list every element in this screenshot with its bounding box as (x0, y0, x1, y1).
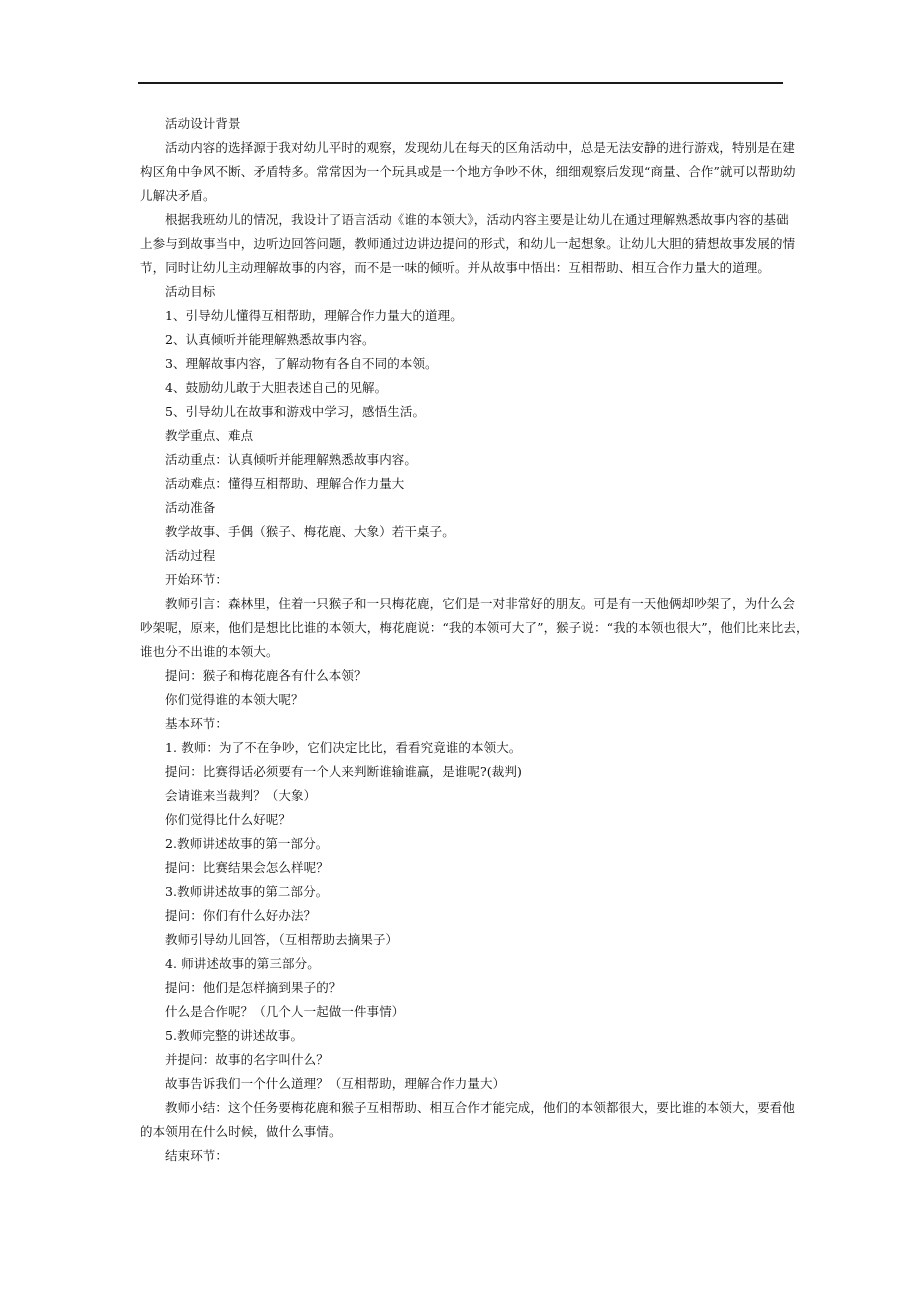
text-line: 提问：比赛结果会怎么样呢？ (165, 860, 329, 875)
text-line: 故事告诉我们一个什么道理？（互相帮助，理解合作力量大） (165, 1076, 506, 1091)
text-line: 的本领用在什么时候，做什么事情。 (140, 1124, 342, 1139)
text-line: 提问：猴子和梅花鹿各有什么本领？ (165, 668, 367, 683)
text-line: 提问：他们是怎样摘到果子的？ (165, 980, 342, 995)
text-line: 结束环节： (165, 1148, 229, 1163)
text-line: 活动难点：懂得互相帮助、理解合作力量大 (165, 476, 405, 491)
document-body (140, 112, 809, 1168)
text-line: 2、认真倾听并能理解熟悉故事内容。 (165, 332, 375, 347)
text-line: 教师引言：森林里，住着一只猴子和一只梅花鹿，它们是一对非常好的朋友。可是有一天他俩却吵架了，为什么会 (165, 596, 796, 611)
text-line: 教学故事、手偶（猴子、梅花鹿、大象）若干桌子。 (165, 524, 455, 539)
text-line: 教学重点、难点 (165, 428, 254, 443)
text-line: 教师小结：这个任务要梅花鹿和猴子互相帮助、相互合作才能完成，他们的本领都很大，要比谁的本领大，要看他 (165, 1100, 796, 1115)
text-line: 3、理解故事内容，了解动物有各自不同的本领。 (165, 356, 438, 371)
text-line: 活动设计背景 (165, 116, 241, 131)
text-line: 活动准备 (165, 500, 216, 515)
text-line: 活动过程 (165, 548, 216, 563)
text-line: 你们觉得谁的本领大呢？ (165, 692, 304, 707)
text-line: 5、引导幼儿在故事和游戏中学习，感悟生活。 (165, 404, 426, 419)
text-line: 提问：你们有什么好办法？ (165, 908, 317, 923)
text-line: 儿解决矛盾。 (140, 188, 216, 203)
text-line: 开始环节： (165, 572, 229, 587)
text-line: 2.教师讲述故事的第一部分。 (165, 836, 329, 851)
text-line: 上参与到故事当中，边听边回答问题，教师通过边讲边提问的形式，和幼儿一起想象。让幼儿大胆的猜想故事发展的情 (140, 236, 796, 251)
text-line: 你们觉得比什么好呢？ (165, 812, 292, 827)
text-line: 教师引导幼儿回答，（互相帮助去摘果子） (165, 932, 399, 947)
text-line: 会请谁来当裁判？（大象） (165, 788, 317, 803)
text-line: 1、引导幼儿懂得互相帮助，理解合作力量大的道理。 (165, 308, 463, 323)
text-line: 根据我班幼儿的情况，我设计了语言活动《谁的本领大》，活动内容主要是让幼儿在通过理解熟悉故事内容的基础 (165, 212, 789, 227)
text-line: 并提问：故事的名字叫什么？ (165, 1052, 329, 1067)
text-line: 节，同时让幼儿主动理解故事的内容，而不是一味的倾听。并从故事中悟出：互相帮助、相互合作力量大的道理。 (140, 260, 771, 275)
text-line: 构区角中争风不断、矛盾特多。常常因为一个玩具或是一个地方争吵不休，细细观察后发现“商量、合作”就可以帮助幼 (140, 164, 796, 179)
text-line: 3.教师讲述故事的第二部分。 (165, 884, 329, 899)
text-line: 吵架呢，原来，他们是想比比谁的本领大，梅花鹿说：“我的本领可大了”，猴子说：“我的本领也很大”，他们比来比去， (140, 620, 809, 635)
text-line: 什么是合作呢？（几个人一起做一件事情） (165, 1004, 405, 1019)
text-line: 1. 教师：为了不在争吵，它们决定比比，看看究竟谁的本领大。 (165, 740, 522, 755)
text-line: 5.教师完整的讲述故事。 (165, 1028, 304, 1043)
text-line: 基本环节： (165, 716, 229, 731)
text-line: 4、鼓励幼儿敢于大胆表述自己的见解。 (165, 380, 388, 395)
text-line: 谁也分不出谁的本领大。 (140, 644, 279, 659)
text-line: 活动目标 (165, 284, 216, 299)
text-line: 活动重点：认真倾听并能理解熟悉故事内容。 (165, 452, 418, 467)
text-line: 活动内容的选择源于我对幼儿平时的观察，发现幼儿在每天的区角活动中，总是无法安静的进行游戏，特别是在建 (165, 140, 796, 155)
text-line: 4. 师讲述故事的第三部分。 (165, 956, 320, 971)
header-rule (138, 82, 783, 84)
text-line: 提问：比赛得话必须要有一个人来判断谁输谁赢，是谁呢?(裁判) (165, 764, 522, 779)
